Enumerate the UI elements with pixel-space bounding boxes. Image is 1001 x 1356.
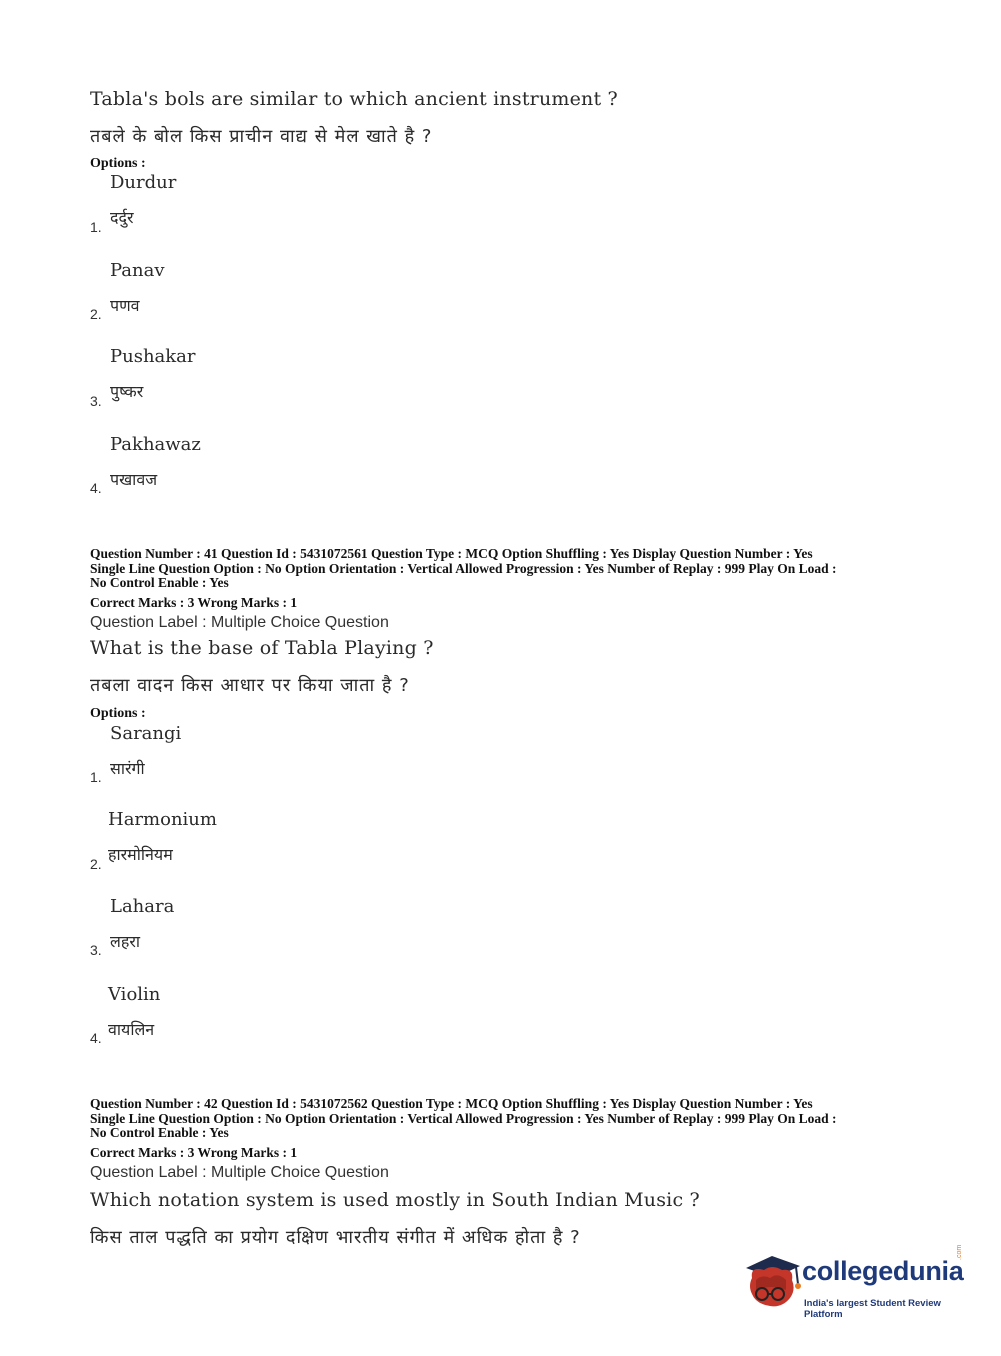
- question-41-meta-line-3: No Control Enable : Yes: [90, 575, 229, 590]
- question-41-meta-line-2: Single Line Question Option : No Option Orientation : Vertical Allowed Progression : Yes Number of Replay : 999 Play On Load :: [90, 561, 837, 576]
- options-heading: Options :: [90, 706, 146, 721]
- option-1-hi: सारंगी: [110, 759, 145, 778]
- question-41-meta-line-1: Question Number : 41 Question Id : 5431072561 Question Type : MCQ Option Shuffling : Yes Display Question Number : Yes: [90, 546, 813, 561]
- option-1-hi: दर्दुर: [110, 208, 134, 227]
- option-3-number: 3.: [90, 393, 102, 409]
- logo-domain-suffix: .com: [956, 1244, 963, 1260]
- option-3-number: 3.: [90, 942, 102, 958]
- option-2-hi: हारमोनियम: [108, 845, 173, 864]
- question-40-text-en: Tabla's bols are similar to which ancient instrument ?: [90, 88, 618, 110]
- logo-wordmark: collegedunia: [802, 1256, 964, 1286]
- question-42-meta-line-1: Question Number : 42 Question Id : 5431072562 Question Type : MCQ Option Shuffling : Yes Display Question Number : Yes: [90, 1096, 813, 1111]
- question-41-label: Question Label : Multiple Choice Question: [90, 614, 389, 631]
- option-4-en: Pakhawaz: [110, 434, 201, 455]
- option-4-number: 4.: [90, 480, 102, 496]
- question-41-text-en: What is the base of Tabla Playing ?: [90, 637, 434, 659]
- option-3-en: Lahara: [110, 896, 175, 917]
- options-heading: Options :: [90, 156, 146, 171]
- option-2-en: Panav: [110, 260, 165, 281]
- question-40-text-hi: तबले के बोल किस प्राचीन वाद्य से मेल खाते है ?: [90, 126, 433, 147]
- question-42-marks: Correct Marks : 3 Wrong Marks : 1: [90, 1145, 298, 1160]
- question-42-text-en: Which notation system is used mostly in South Indian Music ?: [90, 1189, 700, 1211]
- option-3-en: Pushakar: [110, 346, 196, 367]
- question-42-meta-line-2: Single Line Question Option : No Option Orientation : Vertical Allowed Progression : Yes Number of Replay : 999 Play On Load :: [90, 1111, 837, 1126]
- mascot-icon: [742, 1250, 804, 1312]
- option-4-hi: वायलिन: [108, 1020, 155, 1039]
- option-3-hi: लहरा: [110, 932, 141, 951]
- option-2-number: 2.: [90, 306, 102, 322]
- logo-tagline: India's largest Student Review Platform: [804, 1298, 941, 1320]
- option-2-hi: पणव: [110, 296, 140, 315]
- question-41-text-hi: तबला वादन किस आधार पर किया जाता है ?: [90, 675, 410, 696]
- option-4-hi: पखावज: [110, 470, 158, 489]
- question-42-label: Question Label : Multiple Choice Question: [90, 1164, 389, 1181]
- question-42-meta-line-3: No Control Enable : Yes: [90, 1125, 229, 1140]
- option-1-en: Sarangi: [110, 723, 182, 744]
- option-1-en: Durdur: [110, 172, 177, 193]
- question-41-marks: Correct Marks : 3 Wrong Marks : 1: [90, 595, 298, 610]
- collegedunia-logo: [742, 1244, 972, 1320]
- option-1-number: 1.: [90, 219, 102, 235]
- option-1-number: 1.: [90, 769, 102, 785]
- option-4-en: Violin: [108, 984, 161, 1005]
- option-2-en: Harmonium: [108, 809, 217, 830]
- option-4-number: 4.: [90, 1030, 102, 1046]
- question-42-text-hi: किस ताल पद्धति का प्रयोग दक्षिण भारतीय संगीत में अधिक होता है ?: [90, 1227, 581, 1248]
- option-2-number: 2.: [90, 856, 102, 872]
- option-3-hi: पुष्कर: [110, 382, 144, 401]
